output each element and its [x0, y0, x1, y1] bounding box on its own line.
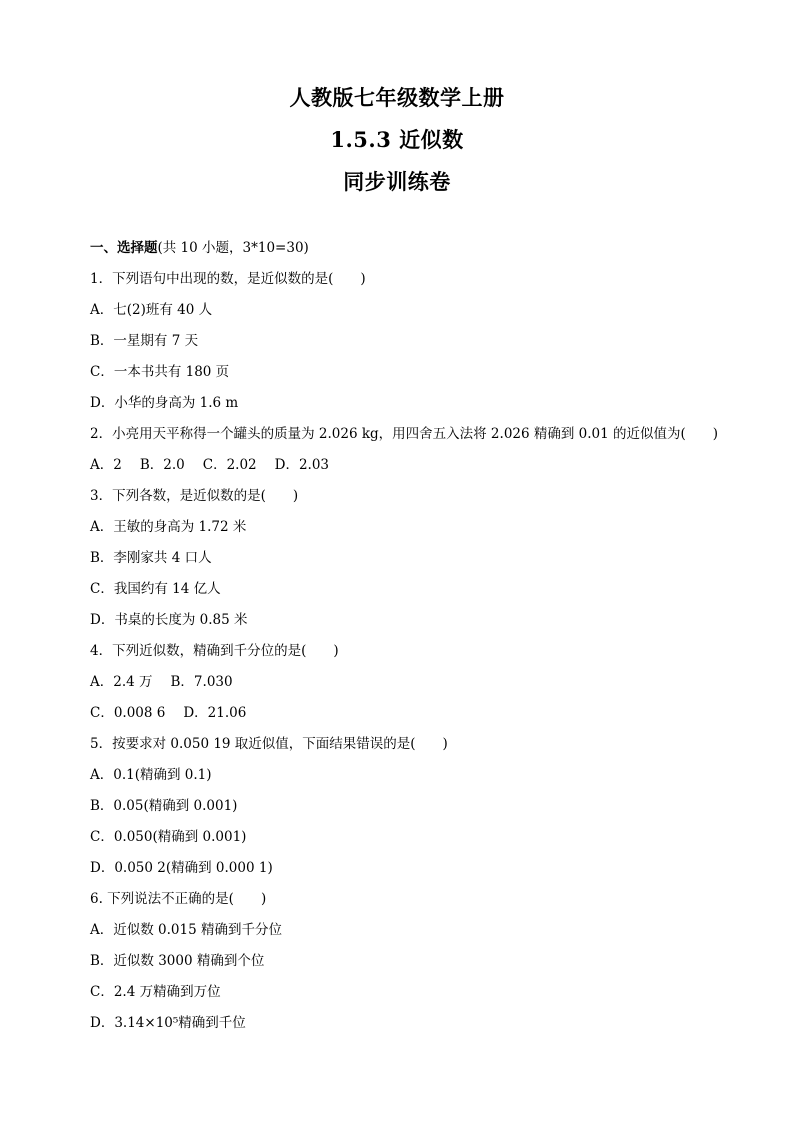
question-option: A．2.4 万 — [90, 674, 153, 690]
question-list — [90, 239, 770, 1045]
question-stem: 3．下列各数，是近似数的是( ) — [90, 488, 299, 504]
section-note: (共 10 小题，3*10=30) — [157, 240, 309, 256]
question-option: D．21.06 — [183, 705, 247, 721]
question-option: B．近似数 3000 精确到个位 — [90, 953, 265, 969]
question-option: C．我国约有 14 亿人 — [90, 581, 221, 597]
question-stem: 5．按要求对 0.050 19 取近似值，下面结果错误的是( ) — [90, 736, 448, 752]
question-option: D．3.14×10⁵精确到千位 — [90, 1015, 246, 1031]
question-option: C．2.4 万精确到万位 — [90, 984, 221, 1000]
question-options-row — [90, 456, 770, 487]
question-stem: 4．下列近似数，精确到千分位的是( ) — [90, 643, 339, 659]
question-stem: 1．下列语句中出现的数，是近似数的是( ) — [90, 271, 366, 287]
question-option: A．2 — [90, 457, 122, 473]
question-option: A．近似数 0.015 精确到千分位 — [90, 922, 282, 938]
section-heading — [90, 239, 770, 270]
lesson-title: 1.5.3 近似数 — [330, 127, 464, 152]
question-option: D．0.050 2(精确到 0.000 1) — [90, 860, 273, 876]
question-option: C．0.008 6 — [90, 705, 166, 721]
question-options-row — [90, 704, 770, 735]
question-option: A．王敏的身高为 1.72 米 — [90, 519, 247, 535]
question-options-row — [90, 673, 770, 704]
question-option: C．一本书共有 180 页 — [90, 364, 230, 380]
question-option: B．7.030 — [170, 674, 233, 690]
document-title: 人教版七年级数学上册 — [289, 85, 505, 110]
question-option: C．0.050(精确到 0.001) — [90, 829, 247, 845]
exercise-title: 同步训练卷 — [343, 169, 451, 194]
question-option: A．0.1(精确到 0.1) — [90, 767, 212, 783]
question-option: D．书桌的长度为 0.85 米 — [90, 612, 248, 628]
question-option: B．2.0 — [139, 457, 185, 473]
question-option: C．2.02 — [202, 457, 257, 473]
question-option: D．小华的身高为 1.6 m — [90, 395, 239, 411]
question-stem: 2．小亮用天平称得一个罐头的质量为 2.026 kg，用四舍五入法将 2.026 精确到 0.01 的近似值为( ) — [90, 426, 719, 442]
question-option: A．七(2)班有 40 人 — [90, 302, 213, 318]
question-option: B．一星期有 7 天 — [90, 333, 199, 349]
question-option: D．2.03 — [274, 457, 330, 473]
question-option: B．0.05(精确到 0.001) — [90, 798, 238, 814]
question-option: B．李刚家共 4 口人 — [90, 550, 212, 566]
section-label: 一、选择题 — [90, 240, 158, 256]
question-stem: 6. 下列说法不正确的是( ) — [90, 891, 267, 907]
